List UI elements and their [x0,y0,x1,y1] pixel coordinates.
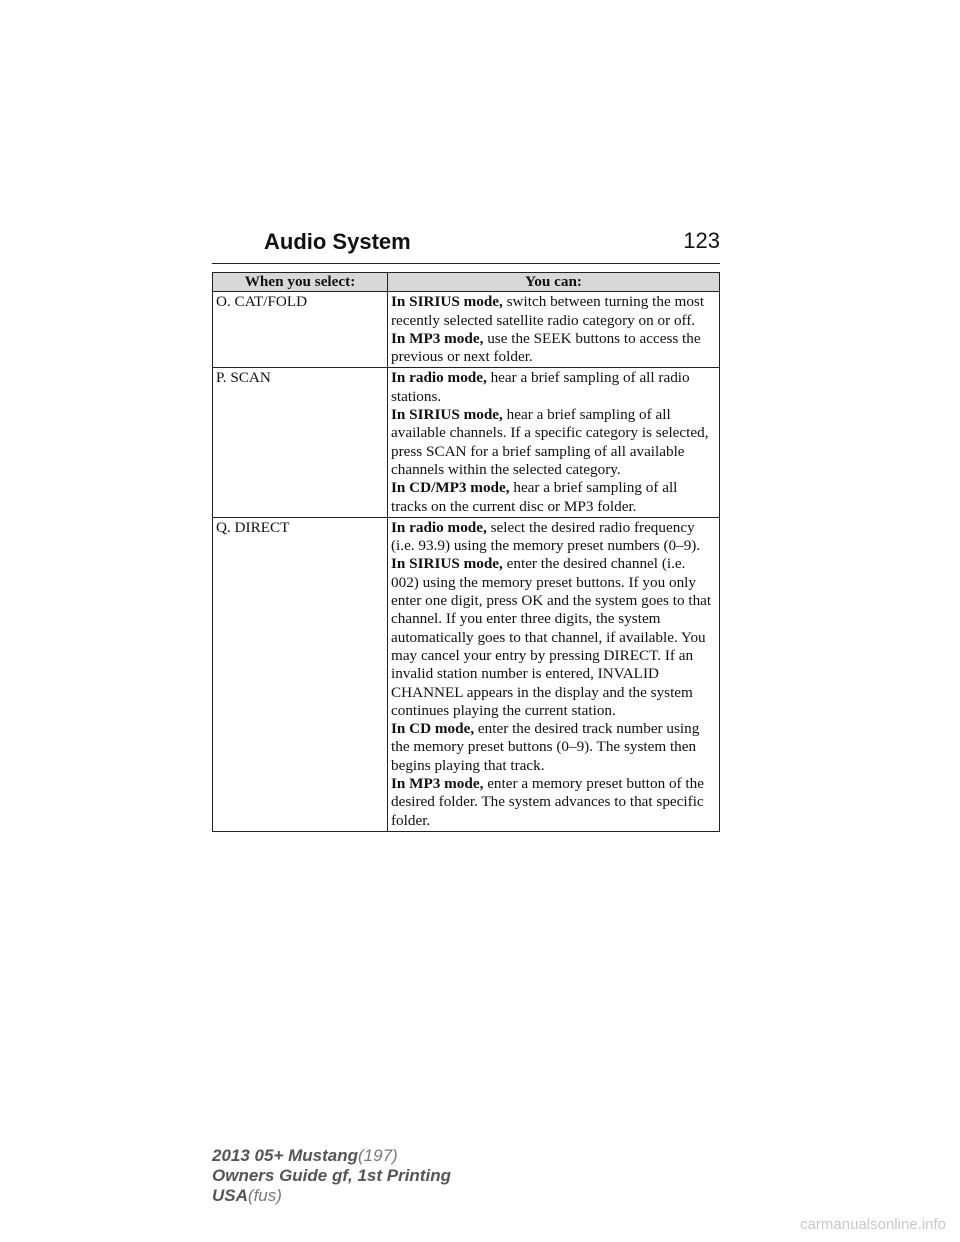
mode-label: In MP3 mode, [391,329,488,347]
mode-label: In SIRIUS mode, [391,293,507,311]
mode-label: In CD mode, [391,720,478,738]
mode-label: In SIRIUS mode, [391,406,507,424]
footer-market: USA [212,1186,248,1205]
footer-model: 2013 05+ Mustang [212,1146,358,1165]
mode-text: enter the desired track number using the memory preset buttons (0–9). The system then begins playing that track. [391,720,700,774]
mode-label: In radio mode, [391,369,491,387]
mode-text: hear a brief sampling of all radio stations. [391,369,690,405]
mode-text: enter the desired channel (i.e. 002) using the memory preset buttons. If you only enter one digit, press OK and the system goes to that channel. If you enter three digits, the system automatically goes to that channel, if available. You may cancel your entry by pressing DIRECT. If an invalid station number is entered, INVALID CHANNEL appears in the display and the system continues playing the current station. [391,555,712,719]
watermark: carmanualsonline.info [800,1216,946,1233]
footer-code: (fus) [247,1186,282,1205]
footer-code: (197) [358,1146,398,1165]
mode-label: In radio mode, [391,518,491,536]
mode-label: In MP3 mode, [391,775,488,793]
mode-paragraph [391,775,716,830]
footer-line [212,1186,451,1206]
row-description-cell [388,517,720,831]
footer-guide: Owners Guide gf, 1st Printing [212,1166,451,1185]
audio-controls-table [212,272,720,832]
mode-paragraph [391,330,716,367]
mode-paragraph [391,369,716,406]
print-footer [212,1146,451,1206]
mode-paragraph [391,555,716,720]
mode-text: use the SEEK buttons to access the previous or next folder. [391,329,701,366]
mode-paragraph [391,293,716,330]
mode-text: enter a memory preset button of the desired folder. The system advances to that specific folder. [391,775,704,829]
page-header [212,227,720,264]
mode-label: In SIRIUS mode, [391,555,507,573]
row-description-cell [388,292,720,368]
row-select-cell: O. CAT/FOLD [213,292,388,368]
table-row [213,368,720,517]
mode-text: switch between turning the most recently selected satellite radio category on or off. [391,293,705,329]
mode-text: hear a brief sampling of all available channels. If a specific category is selected, press SCAN for a brief sampling of all available channels within the selected category. [391,406,709,478]
column-header-select: When you select: [213,273,388,292]
page-number: 123 [683,228,720,253]
footer-line [212,1146,451,1166]
table-row [213,517,720,831]
mode-text: hear a brief sampling of all tracks on the current disc or MP3 folder. [391,479,678,515]
table-row [213,292,720,368]
mode-paragraph [391,720,716,775]
mode-label: In CD/MP3 mode, [391,479,514,497]
footer-line [212,1166,451,1186]
table-header-row [213,273,720,292]
mode-paragraph [391,406,716,479]
row-select-cell: P. SCAN [213,368,388,517]
mode-text: select the desired radio frequency (i.e. 93.9) using the memory preset numbers (0–9). [391,518,701,555]
column-header-you-can: You can: [388,273,720,292]
row-select-cell: Q. DIRECT [213,517,388,831]
row-description-cell [388,368,720,517]
mode-paragraph [391,519,716,556]
mode-paragraph [391,479,716,516]
section-title: Audio System [264,229,411,254]
